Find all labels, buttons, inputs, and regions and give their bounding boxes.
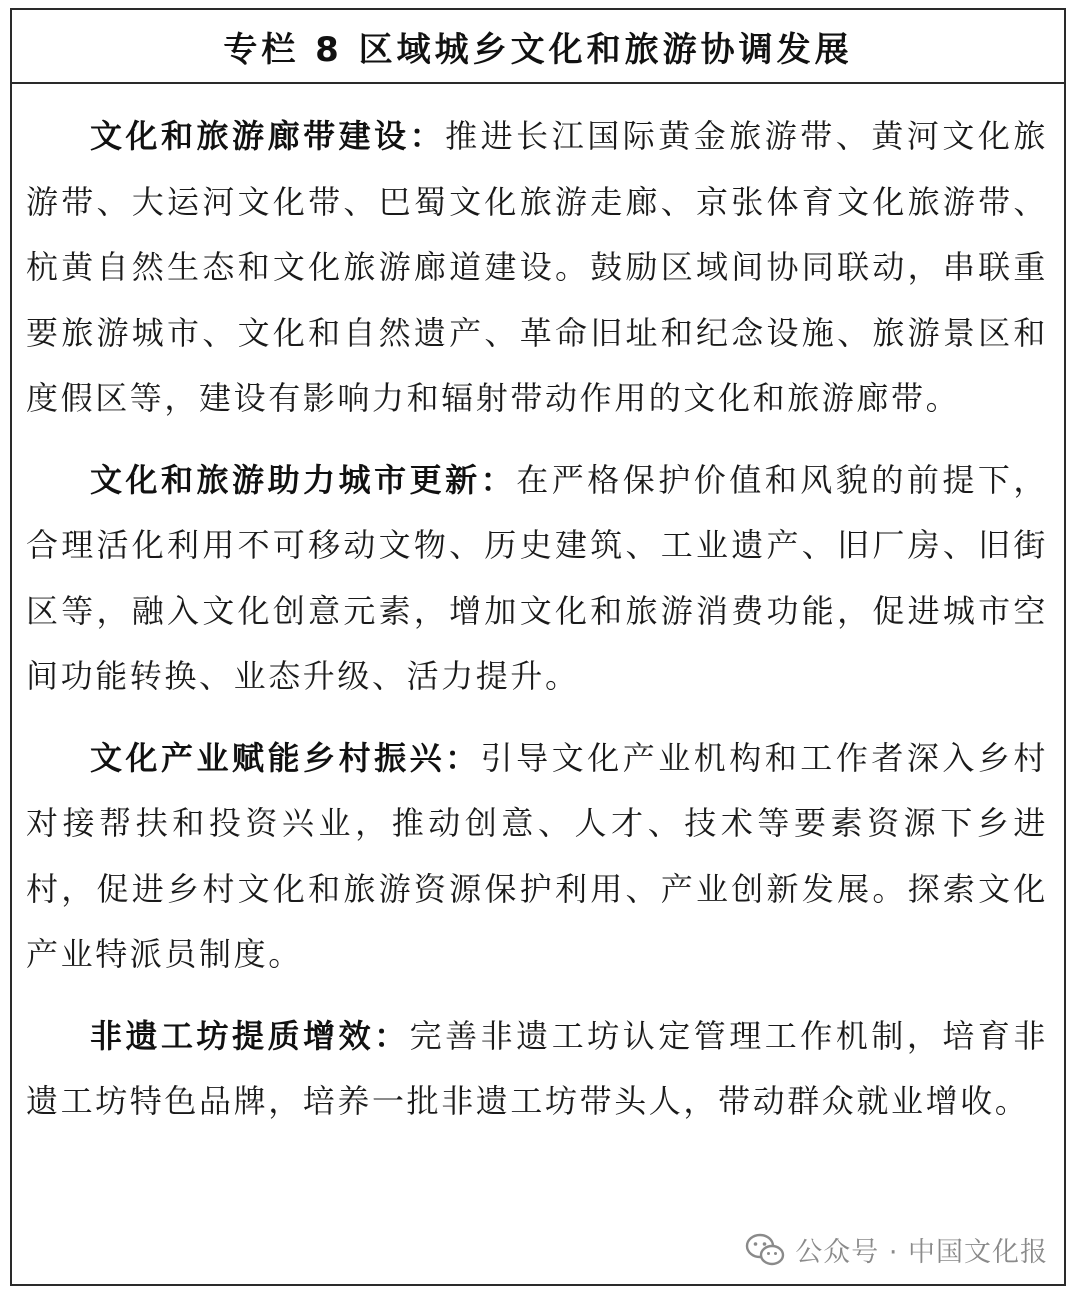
- watermark-text: 公众号 · 中国文化报: [795, 1237, 1048, 1268]
- paragraph-corridor: [26, 104, 1048, 432]
- column-box: [10, 8, 1066, 1286]
- column-content: [12, 84, 1064, 1135]
- paragraph-body: 引导文化产业机构和工作者深入乡村对接帮扶和投资兴业，推动创意、人才、技术等要素资源下乡进村，促进乡村文化和旅游资源保护利用、产业创新发展。探索文化产业特派员制度。: [26, 738, 1048, 973]
- paragraph-heading: 文化产业赋能乡村振兴：: [90, 738, 481, 777]
- paragraph-urban-renewal: [26, 448, 1048, 710]
- paragraph-rural-revitalization: [26, 726, 1048, 988]
- paragraph-body: 完善非遗工坊认定管理工作机制，培育非遗工坊特色品牌，培养一批非遗工坊带头人，带动群众就业增收。: [26, 1016, 1048, 1120]
- paragraph-heading: 非遗工坊提质增效：: [90, 1016, 410, 1055]
- wechat-icon: [745, 1233, 785, 1267]
- paragraph-body: 推进长江国际黄金旅游带、黄河文化旅游带、大运河文化带、巴蜀文化旅游走廊、京张体育文化旅游带、杭黄自然生态和文化旅游廊道建设。鼓励区域间协同联动，串联重要旅游城市、文化和自然遗产、革命旧址和纪念设施、旅游景区和度假区等，建设有影响力和辐射带动作用的文化和旅游廊带。: [26, 117, 1048, 417]
- paragraph-heritage-workshop: [26, 1004, 1048, 1135]
- column-title: 专栏 8 区域城乡文化和旅游协调发展: [223, 29, 853, 70]
- watermark: [745, 1230, 1048, 1269]
- paragraph-heading: 文化和旅游廊带建设：: [90, 117, 446, 155]
- title-bar: [12, 10, 1064, 84]
- paragraph-heading: 文化和旅游助力城市更新：: [90, 460, 517, 499]
- paragraph-body: 在严格保护价值和风貌的前提下，合理活化利用不可移动文物、历史建筑、工业遗产、旧厂房、旧街区等，融入文化创意元素，增加文化和旅游消费功能，促进城市空间功能转换、业态升级、活力提升。: [26, 460, 1048, 695]
